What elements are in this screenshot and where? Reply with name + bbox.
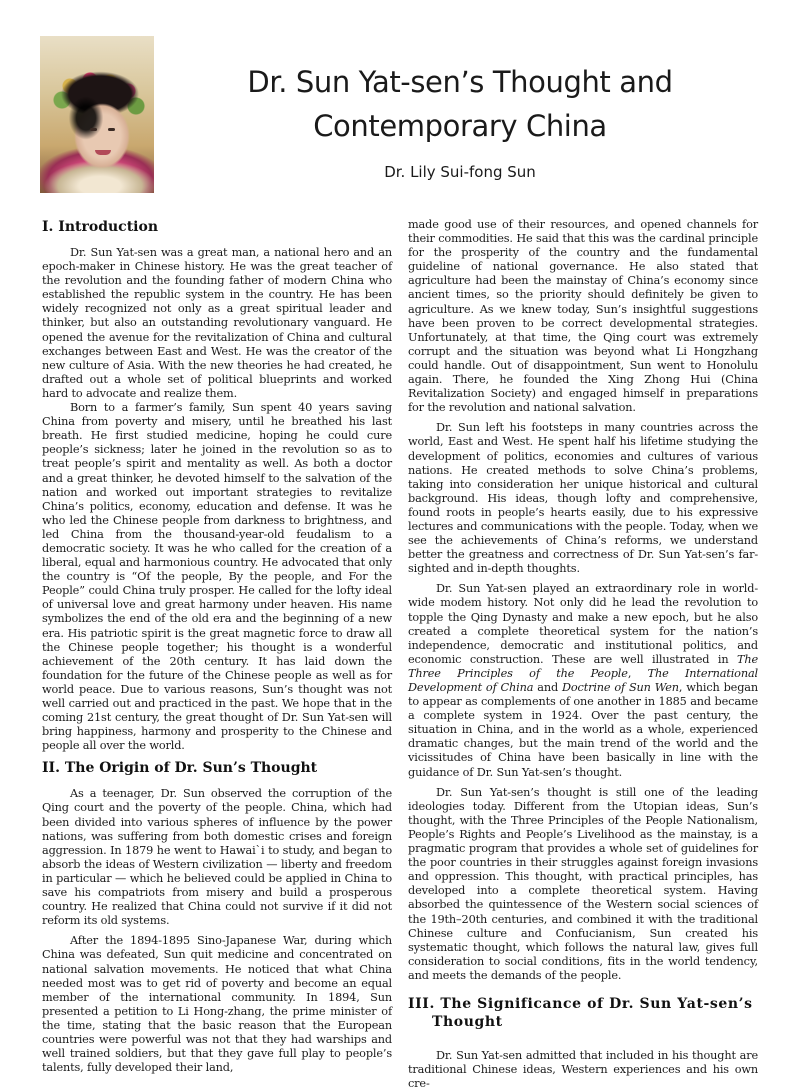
photo-detail [108,128,115,131]
book-title: The Three Principles of the People [408,652,758,680]
article-title [180,60,740,148]
book-title: The International Development of China [408,666,758,694]
section-heading-introduction: I. Introduction [42,219,158,235]
photo-detail [90,128,97,131]
paragraph: made good use of their resources, and opened channels for their commodities. He said that this was the cardinal principle for the prosperity of the country and the fundamental guideline of national governance. He also stated that agriculture had been the mainstay of China’s economy since ancient times, so the priority should definitely be given to agriculture. As we knew today, Sun’s insightful suggestions have been proven to be correct developmental strategies. Unfortunately, at that time, the Qing court was extremely corrupt and the situation was beyond what Li Hongzhang could handle. Out of disappointment, Sun went to Honolulu again. There, he founded the Xing Zhong Hui (China Revitalization Society) and engaged himself in preparations for the revolution and national salvation. [408,218,758,415]
paragraph: After the 1894-1895 Sino-Japanese War, during which China was defeated, Sun quit medicine and concentrated on national salvation movements. He noticed that what China needed most was to get rid of poverty and become an equal member of the international community. In 1894, Sun presented a petition to Li Hong-zhang, the prime minister of the time, stating that the basic reason that the European countries were powerful was not that they had warships and well trained soldiers, but that they gave full play to people’s talents, fully developed their land, [42,934,392,1075]
author-name: Dr. Lily Sui-fong Sun [384,163,536,181]
text-run: , [627,666,648,680]
section-heading-origin: II. The Origin of Dr. Sun’s Thought [42,760,318,777]
left-column [42,218,392,1075]
title-line-2: Contemporary China [313,109,607,143]
section-heading-significance: III. The Significance of Dr. Sun Yat-sen’s Thought [408,995,753,1030]
text-run: and [533,681,562,694]
book-title: Doctrine of Sun Wen [561,681,679,694]
photo-detail [95,150,111,155]
paragraph: Dr. Sun Yat-sen admitted that included in his thought are traditional Chinese ideas, Western experiences and his own cre- [408,1048,758,1091]
paragraph [408,582,758,779]
paragraph: Born to a farmer’s family, Sun spent 40 years saving China from poverty and misery, until he breathed his last breath. He first studied medicine, hoping he could cure people’s sickness; later he joined in the revolution so as to treat people’s spirit and mentality as well. As both a doctor and a great thinker, he devoted himself to the salvation of the nation and worked out important strategies to revitalize China’s politics, economy, education and defense. It was he who led the Chinese people from darkness to brightness, and led China from the thousand-year-old feudalism to a democratic society. It was he who called for the creation of a liberal, equal and harmonious country. He advocated that only the country is “Of the people, By the people, and For the People” could China truly prosper. He called for the lofty ideal of universal love and great harmony under heaven. His name symbolizes the end of the old era and the beginning of a new era. His patriotic spirit is the great magnetic force to draw all the Chinese people together; his thought is a wonderful achievement of the 20th century. It has laid down the foundation for the future of the Chinese people as well as for world peace. Due to various reasons, Sun’s thought was not well carried out and practiced in the past. We hope that in the coming 21st century, the great thought of Dr. Sun Yat-sen will bring happiness, harmony and prosperity to the Chinese and people all over the world. [42,401,392,753]
text-run: , which began to appear as complements of one another in 1885 and became a complete system in 1924. Over the past century, the situation in China, and in the world as a whole, experienced dramatic changes, but the main trend of the world and the vicissitudes of China have been basically in line with the guidance of Dr. Sun Yat-sen’s thought. [408,681,758,779]
paragraph: Dr. Sun Yat-sen was a great man, a national hero and an epoch-maker in Chinese history. He was the great teacher of the revolution and the founding father of modern China who established the republic system in the country. He has been widely recognized not only as a great spiritual leader and thinker, but also an outstanding revolutionary vanguard. He opened the avenue for the revitalization of China and cultural exchanges between East and West. He was the creator of the new culture of Asia. With the new theories he had created, he drafted out a whole set of political blueprints and worked hard to advocate and realize them. [42,246,392,400]
title-line-1: Dr. Sun Yat-sen’s Thought and [247,65,673,99]
text-run: Dr. Sun Yat-sen played an extraordinary role in world-wide modem history. Not only did he lead the revolution to topple the Qing Dynasty and make a new epoch, but he also created a complete theoretical system for the nation’s independence, democratic and institutional politics, and economic construction. These are well illustrated in [408,582,758,666]
paragraph: Dr. Sun Yat-sen’s thought is still one of the leading ideologies today. Different from the Utopian ideas, Sun’s thought, with the Three Principles of the People Nationalism, People’s Rights and People’s Livelihood as the mainstay, is a pragmatic program that provides a whole set of guidelines for the poor countries in their struggles against foreign invasions and oppression. This thought, with practical principles, has developed into a complete theoretical system. Having absorbed the quintessence of the Western social sciences of the 19th–20th centuries, and combined it with the traditional Chinese culture and Confucianism, Sun created his systematic thought, which follows the natural law, gives full consideration to social conditions, fits in the world tendency, and meets the demands of the people. [408,785,758,982]
author-photo [40,36,154,193]
right-column [408,218,758,1091]
paragraph: Dr. Sun left his footsteps in many countries across the world, East and West. He spent half his lifetime studying the development of politics, economies and cultures of various nations. He created methods to solve China’s problems, taking into consideration her unique historical and cultural background. His ideas, though lofty and comprehensive, found roots in people’s hearts easily, due to his expressive lectures and communications with the people. Today, when we see the achievements of China’s reforms, we understand better the greatness and correctness of Dr. Sun Yat-sen’s far-sighted and in-depth thoughts. [408,421,758,576]
paragraph: As a teenager, Dr. Sun observed the corruption of the Qing court and the poverty of the people. China, which had been divided into various spheres of influence by the power nations, was suffering from both domestic crises and foreign aggression. In 1879 he went to Hawai`i to study, and began to absorb the ideas of Western civilization — liberty and freedom in particular — which he believed could be applied in China to save his compatriots from misery and build a prosperous country. He realized that China could not survive if it did not reform its old systems. [42,787,392,928]
